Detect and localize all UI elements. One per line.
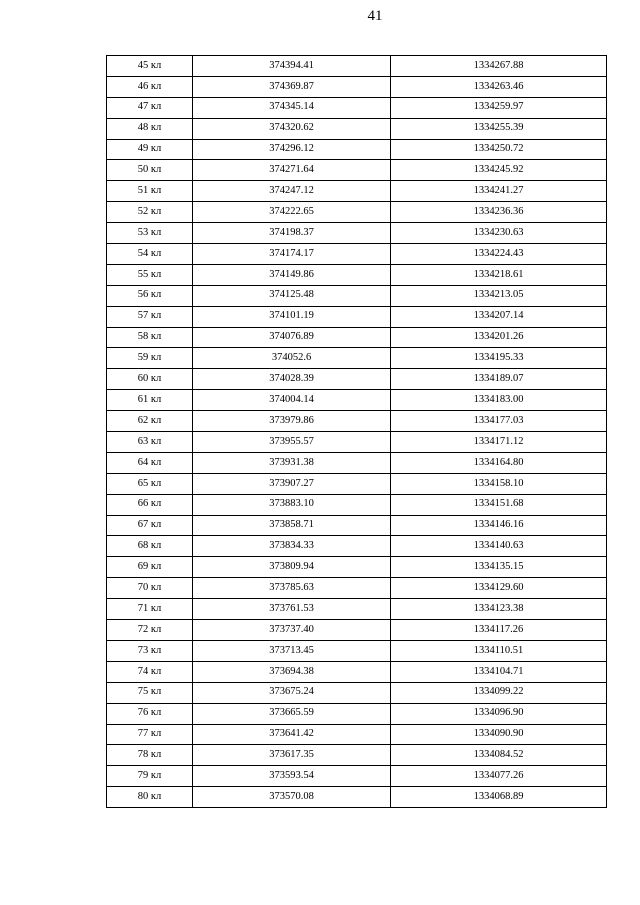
point-label-cell: 74 кл (107, 661, 193, 682)
y-coordinate-cell: 1334146.16 (391, 515, 607, 536)
y-coordinate-cell: 1334259.97 (391, 97, 607, 118)
y-coordinate-cell: 1334177.03 (391, 411, 607, 432)
table-row (107, 599, 607, 620)
point-label-cell: 76 кл (107, 703, 193, 724)
y-coordinate-cell: 1334099.22 (391, 682, 607, 703)
point-label-cell: 66 кл (107, 494, 193, 515)
y-coordinate-cell: 1334140.63 (391, 536, 607, 557)
table-row (107, 223, 607, 244)
table-row (107, 56, 607, 77)
point-label-cell: 69 кл (107, 557, 193, 578)
table-row (107, 97, 607, 118)
point-label-cell: 77 кл (107, 724, 193, 745)
x-coordinate-cell: 373641.42 (193, 724, 391, 745)
table-row (107, 160, 607, 181)
table-row (107, 745, 607, 766)
point-label-cell: 57 кл (107, 306, 193, 327)
y-coordinate-cell: 1334236.36 (391, 202, 607, 223)
point-label-cell: 79 кл (107, 766, 193, 787)
y-coordinate-cell: 1334263.46 (391, 76, 607, 97)
x-coordinate-cell: 373931.38 (193, 452, 391, 473)
y-coordinate-cell: 1334250.72 (391, 139, 607, 160)
x-coordinate-cell: 374125.48 (193, 285, 391, 306)
x-coordinate-cell: 374198.37 (193, 223, 391, 244)
point-label-cell: 65 кл (107, 473, 193, 494)
x-coordinate-cell: 373955.57 (193, 432, 391, 453)
x-coordinate-cell: 373834.33 (193, 536, 391, 557)
y-coordinate-cell: 1334213.05 (391, 285, 607, 306)
point-label-cell: 59 кл (107, 348, 193, 369)
table-row (107, 787, 607, 808)
table-row (107, 766, 607, 787)
table-row (107, 620, 607, 641)
table-row (107, 452, 607, 473)
point-label-cell: 53 кл (107, 223, 193, 244)
table-row (107, 515, 607, 536)
point-label-cell: 56 кл (107, 285, 193, 306)
point-label-cell: 68 кл (107, 536, 193, 557)
x-coordinate-cell: 373713.45 (193, 640, 391, 661)
y-coordinate-cell: 1334201.26 (391, 327, 607, 348)
y-coordinate-cell: 1334230.63 (391, 223, 607, 244)
point-label-cell: 45 кл (107, 56, 193, 77)
x-coordinate-cell: 373761.53 (193, 599, 391, 620)
table-row (107, 411, 607, 432)
point-label-cell: 70 кл (107, 578, 193, 599)
table-row (107, 285, 607, 306)
point-label-cell: 78 кл (107, 745, 193, 766)
page-number: 41 (367, 8, 383, 24)
y-coordinate-cell: 1334218.61 (391, 264, 607, 285)
x-coordinate-cell: 373809.94 (193, 557, 391, 578)
y-coordinate-cell: 1334068.89 (391, 787, 607, 808)
y-coordinate-cell: 1334084.52 (391, 745, 607, 766)
x-coordinate-cell: 373593.54 (193, 766, 391, 787)
point-label-cell: 71 кл (107, 599, 193, 620)
x-coordinate-cell: 374076.89 (193, 327, 391, 348)
table-row (107, 682, 607, 703)
x-coordinate-cell: 374222.65 (193, 202, 391, 223)
table-row (107, 432, 607, 453)
x-coordinate-cell: 373694.38 (193, 661, 391, 682)
coordinates-table (106, 55, 607, 808)
table-row (107, 494, 607, 515)
y-coordinate-cell: 1334241.27 (391, 181, 607, 202)
table-row (107, 181, 607, 202)
point-label-cell: 72 кл (107, 620, 193, 641)
point-label-cell: 62 кл (107, 411, 193, 432)
x-coordinate-cell: 374320.62 (193, 118, 391, 139)
point-label-cell: 47 кл (107, 97, 193, 118)
table-row (107, 244, 607, 265)
x-coordinate-cell: 374052.6 (193, 348, 391, 369)
coordinates-table-body (107, 56, 607, 808)
x-coordinate-cell: 373675.24 (193, 682, 391, 703)
x-coordinate-cell: 374345.14 (193, 97, 391, 118)
point-label-cell: 55 кл (107, 264, 193, 285)
y-coordinate-cell: 1334090.90 (391, 724, 607, 745)
x-coordinate-cell: 374247.12 (193, 181, 391, 202)
point-label-cell: 63 кл (107, 432, 193, 453)
table-row (107, 327, 607, 348)
x-coordinate-cell: 374296.12 (193, 139, 391, 160)
point-label-cell: 58 кл (107, 327, 193, 348)
point-label-cell: 80 кл (107, 787, 193, 808)
y-coordinate-cell: 1334195.33 (391, 348, 607, 369)
point-label-cell: 52 кл (107, 202, 193, 223)
x-coordinate-cell: 374271.64 (193, 160, 391, 181)
y-coordinate-cell: 1334171.12 (391, 432, 607, 453)
table-row (107, 118, 607, 139)
table-row (107, 369, 607, 390)
y-coordinate-cell: 1334096.90 (391, 703, 607, 724)
table-row (107, 640, 607, 661)
y-coordinate-cell: 1334189.07 (391, 369, 607, 390)
point-label-cell: 60 кл (107, 369, 193, 390)
point-label-cell: 64 кл (107, 452, 193, 473)
y-coordinate-cell: 1334110.51 (391, 640, 607, 661)
point-label-cell: 73 кл (107, 640, 193, 661)
table-row (107, 348, 607, 369)
x-coordinate-cell: 373665.59 (193, 703, 391, 724)
point-label-cell: 51 кл (107, 181, 193, 202)
y-coordinate-cell: 1334224.43 (391, 244, 607, 265)
y-coordinate-cell: 1334164.80 (391, 452, 607, 473)
table-row (107, 306, 607, 327)
x-coordinate-cell: 373617.35 (193, 745, 391, 766)
x-coordinate-cell: 373785.63 (193, 578, 391, 599)
x-coordinate-cell: 373907.27 (193, 473, 391, 494)
x-coordinate-cell: 373979.86 (193, 411, 391, 432)
table-row (107, 390, 607, 411)
table-row (107, 703, 607, 724)
y-coordinate-cell: 1334135.15 (391, 557, 607, 578)
x-coordinate-cell: 374101.19 (193, 306, 391, 327)
point-label-cell: 48 кл (107, 118, 193, 139)
y-coordinate-cell: 1334245.92 (391, 160, 607, 181)
point-label-cell: 54 кл (107, 244, 193, 265)
y-coordinate-cell: 1334129.60 (391, 578, 607, 599)
y-coordinate-cell: 1334255.39 (391, 118, 607, 139)
point-label-cell: 46 кл (107, 76, 193, 97)
table-row (107, 536, 607, 557)
x-coordinate-cell: 374028.39 (193, 369, 391, 390)
point-label-cell: 67 кл (107, 515, 193, 536)
x-coordinate-cell: 374004.14 (193, 390, 391, 411)
x-coordinate-cell: 373737.40 (193, 620, 391, 641)
y-coordinate-cell: 1334158.10 (391, 473, 607, 494)
table-row (107, 578, 607, 599)
table-row (107, 557, 607, 578)
x-coordinate-cell: 373858.71 (193, 515, 391, 536)
x-coordinate-cell: 374369.87 (193, 76, 391, 97)
table-row (107, 724, 607, 745)
table-row (107, 76, 607, 97)
table-row (107, 473, 607, 494)
x-coordinate-cell: 374174.17 (193, 244, 391, 265)
point-label-cell: 61 кл (107, 390, 193, 411)
table-row (107, 264, 607, 285)
table-row (107, 661, 607, 682)
y-coordinate-cell: 1334117.26 (391, 620, 607, 641)
y-coordinate-cell: 1334183.00 (391, 390, 607, 411)
y-coordinate-cell: 1334207.14 (391, 306, 607, 327)
x-coordinate-cell: 374149.86 (193, 264, 391, 285)
point-label-cell: 49 кл (107, 139, 193, 160)
y-coordinate-cell: 1334151.68 (391, 494, 607, 515)
x-coordinate-cell: 374394.41 (193, 56, 391, 77)
y-coordinate-cell: 1334104.71 (391, 661, 607, 682)
y-coordinate-cell: 1334077.26 (391, 766, 607, 787)
point-label-cell: 75 кл (107, 682, 193, 703)
y-coordinate-cell: 1334267.88 (391, 56, 607, 77)
point-label-cell: 50 кл (107, 160, 193, 181)
table-row (107, 139, 607, 160)
table-row (107, 202, 607, 223)
x-coordinate-cell: 373570.08 (193, 787, 391, 808)
x-coordinate-cell: 373883.10 (193, 494, 391, 515)
y-coordinate-cell: 1334123.38 (391, 599, 607, 620)
